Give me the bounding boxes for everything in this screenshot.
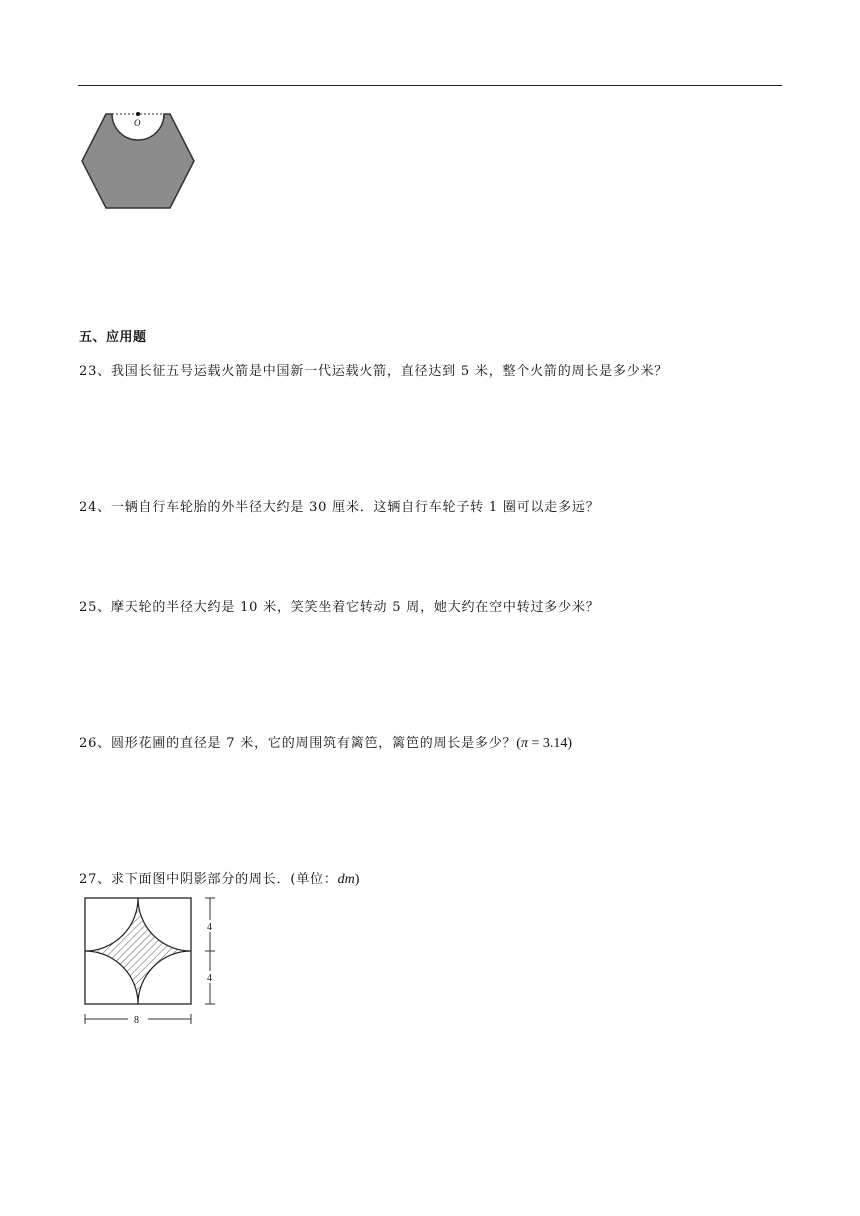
center-point — [136, 112, 140, 116]
question-text: 一辆自行车轮胎的外半径大约是 30 厘米．这辆自行车轮子转 1 圈可以走多远？ — [110, 500, 600, 515]
square-figure — [78, 893, 224, 1027]
hexagon-figure — [76, 106, 200, 216]
question-27 — [79, 868, 359, 888]
pi-expression: (π = 3.14) — [516, 736, 573, 751]
section-title: 五、应用题 — [79, 330, 147, 345]
dimension-label-side: 8 — [134, 1015, 139, 1026]
question-text: 求下面图中阴影部分的周长．(单位： — [110, 872, 338, 887]
question-text: 圆形花圃的直径是 7 米，它的周围筑有篱笆，篱笆的周长是多少？ — [110, 736, 517, 751]
question-number: 24、 — [79, 500, 111, 515]
question-text: 摩天轮的半径大约是 10 米，笑笑坐着它转动 5 周，她大约在空中转过多少米？ — [110, 600, 600, 615]
question-26 — [79, 732, 572, 752]
question-text: 我国长征五号运载火箭是中国新一代运载火箭，直径达到 5 米，整个火箭的周长是多少米？ — [110, 364, 669, 379]
question-number: 26、 — [79, 736, 111, 751]
hexagon-shaded-region — [82, 114, 194, 208]
question-number: 23、 — [79, 364, 111, 379]
question-24 — [79, 496, 600, 515]
dimension-label-bottom: 4 — [207, 973, 212, 984]
hatched-star-region — [85, 898, 191, 1004]
question-number: 25、 — [79, 600, 111, 615]
center-label: O — [134, 118, 141, 128]
question-23 — [79, 360, 668, 379]
question-25 — [79, 596, 600, 615]
dimension-label-top: 4 — [207, 922, 212, 933]
unit-expression: dm) — [337, 872, 360, 887]
header-rule — [78, 85, 782, 86]
question-number: 27、 — [79, 872, 111, 887]
